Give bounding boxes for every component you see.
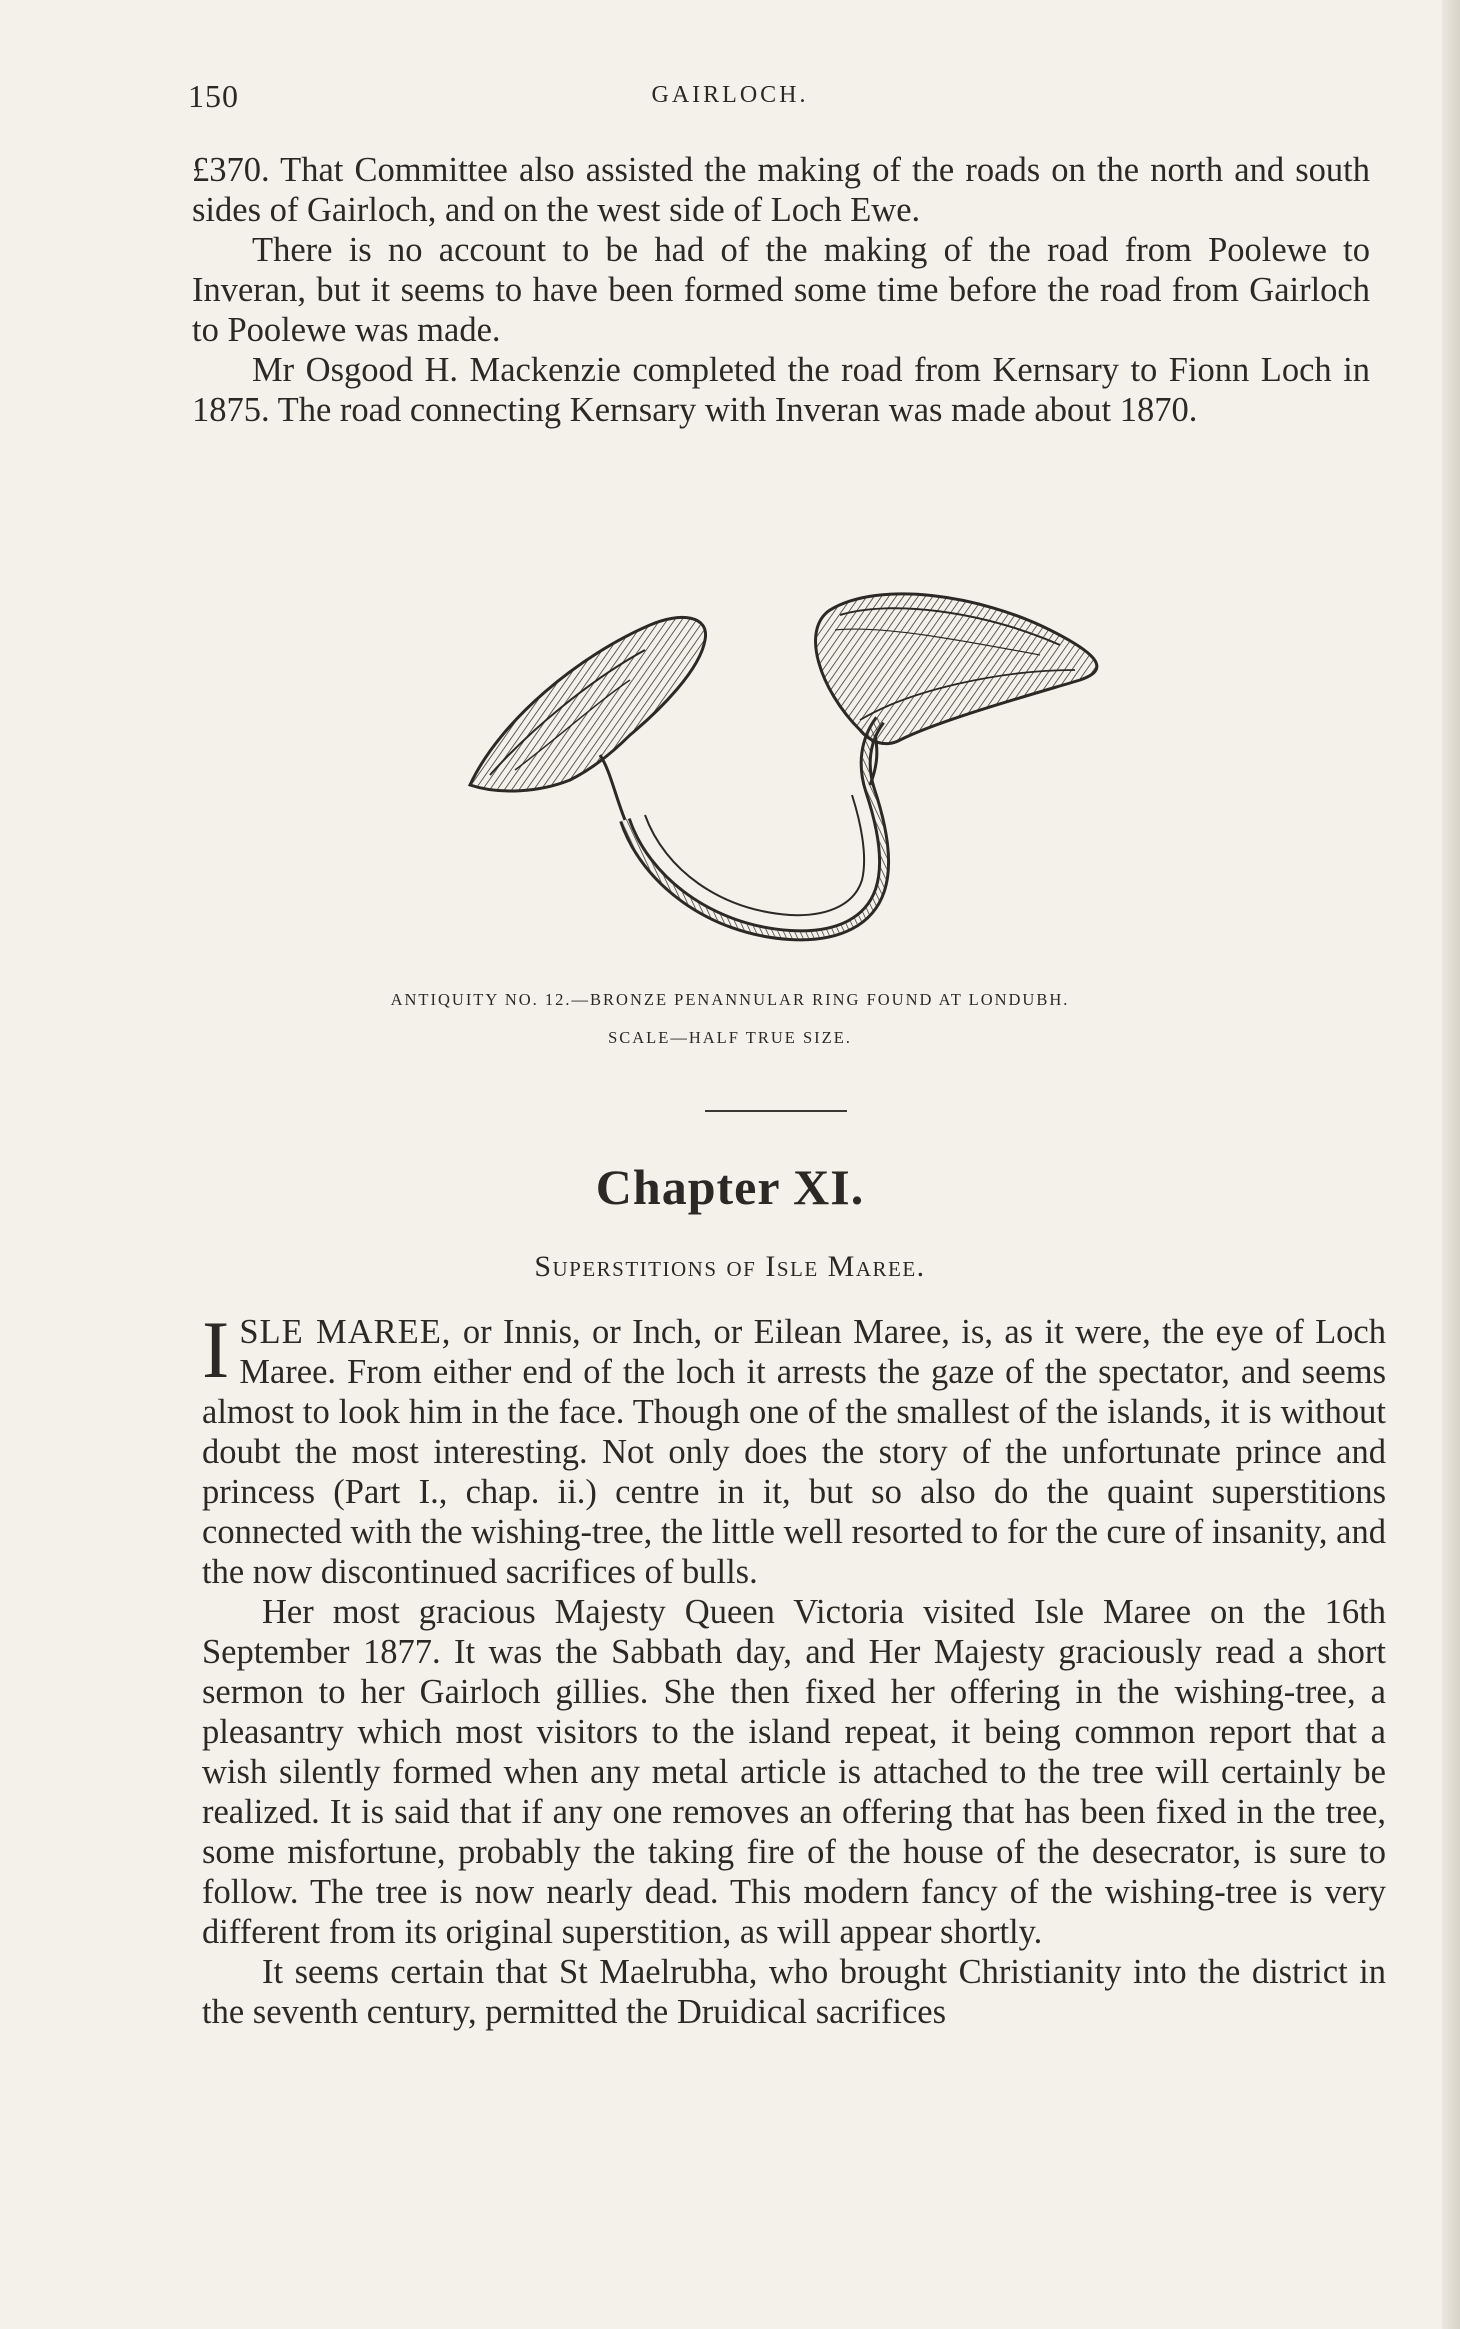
top-text-block <box>192 150 1370 430</box>
running-head: GAIRLOCH. <box>651 82 809 108</box>
chapter-subtitle: Superstitions of Isle Maree. <box>534 1250 926 1283</box>
paragraph-st-maelrubha: It seems certain that St Maelrubha, who brought Christianity into the district in the seventh century, permitted the Druidical sacrifices <box>202 1953 1386 2031</box>
bronze-ring-illustration <box>460 570 1120 960</box>
figure-scale-note: SCALE—HALF TRUE SIZE. <box>608 1028 852 1047</box>
page-header <box>0 78 1460 118</box>
paragraph-3: Mr Osgood H. Mackenzie completed the road from Kernsary to Fionn Loch in 1875. The road connecting Kernsary with Inveran was made about 1870. <box>192 351 1370 429</box>
paragraph-queen-victoria: Her most gracious Majesty Queen Victoria visited Isle Maree on the 16th September 1877. It was the Sabbath day, and Her Majesty graciously read a short sermon to her Gairloch gillies. She then fixed her offering in the wishing-tree, a pleasantry which most visitors to the island repeat, it being common report that a wish silently formed when any metal article is attached to the tree will certainly be realized. It is said that if any one removes an offering that has been fixed in the tree, some misfortune, probably the taking fire of the house of the desecrator, is sure to follow. The tree is now nearly dead. This modern fancy of the wishing-tree is very different from its original superstition, as will appear shortly. <box>202 1593 1386 1951</box>
paragraph-2: There is no account to be had of the making of the road from Poolewe to Inveran, but it seems to have been formed some time before the road from Gairloch to Poolewe was made. <box>192 231 1370 349</box>
chapter-text-block <box>202 1304 1386 2032</box>
page-number: 150 <box>188 78 239 114</box>
figure-caption: ANTIQUITY NO. 12.—BRONZE PENANNULAR RING FOUND AT LONDUBH. <box>390 990 1070 1009</box>
drop-cap: I <box>202 1304 230 1395</box>
opening-paragraph-text: or Innis, or Inch, or Eilean Maree, is, as it were, the eye of Loch Maree. From either end of the loch it arrests the gaze of the spectator, and seems almost to look him in the face. Though one of the smallest of the islands, it is without doubt the most interesting. Not only does the story of the unfortunate prince and princess (Part I., chap. ii.) centre in it, but so also do the quaint superstitions connected with the wishing-tree, the little well resorted to for the cure of insanity, and the now discontinued sacrifices of bulls. <box>202 1313 1386 1591</box>
chapter-title: Chapter XI. <box>595 1159 865 1215</box>
opening-paragraph <box>202 1304 1386 1592</box>
lead-in-caps: SLE MAREE, <box>239 1313 452 1351</box>
section-divider <box>705 1110 847 1112</box>
paragraph-1: £370. That Committee also assisted the making of the roads on the north and south sides of Gairloch, and on the west side of Loch Ewe. <box>192 151 1370 229</box>
